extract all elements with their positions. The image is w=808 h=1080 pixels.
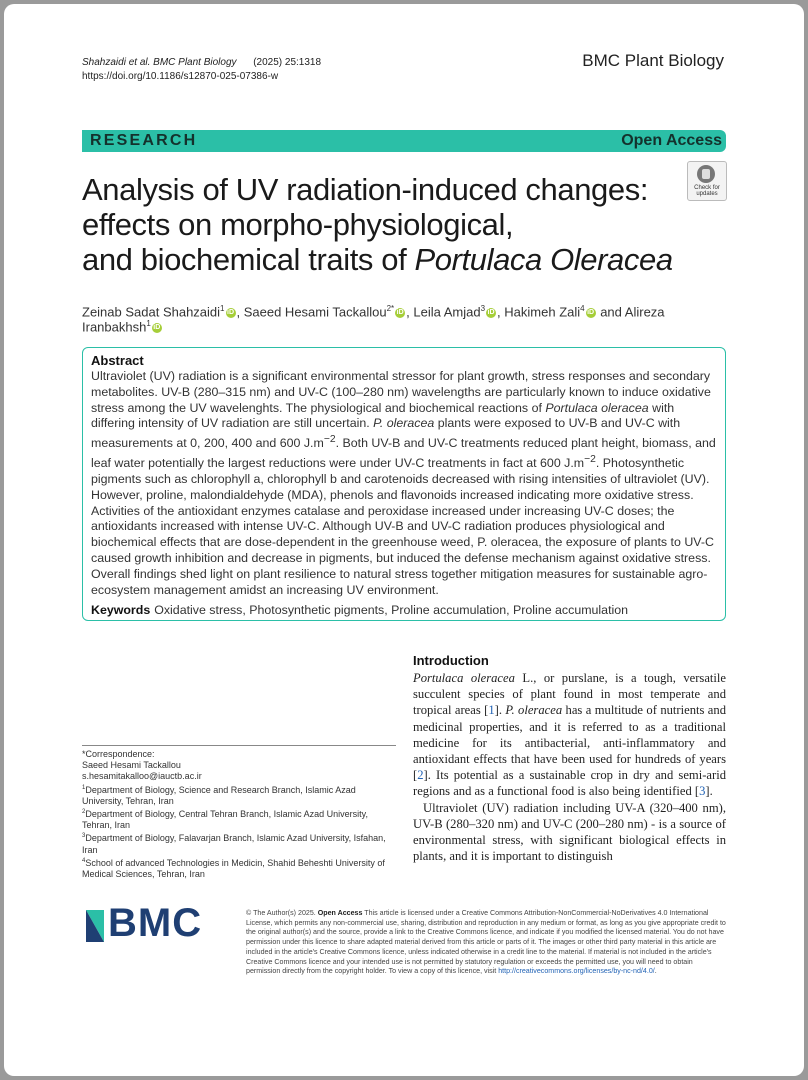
affiliation-text: Department of Biology, Falavarjan Branch, Islamic Azad University, Isfahan, Iran (82, 833, 386, 855)
author-affiliation: 1 (146, 319, 151, 329)
affiliation-item (82, 807, 396, 831)
abstract-part: plants were exposed to UV-B and UV-C with measurements at 0, 200, 400 and 600 J.m (91, 416, 681, 451)
orcid-icon[interactable]: iD (227, 308, 234, 316)
intro-part: has a multitude of nutrients and medicinal properties, and it is referred to as a traditional medicine for its antibacterial, anti-inflammatory and antioxidant effects that have been used for hundreds of years [ (413, 703, 726, 783)
author-affiliation: 4 (580, 304, 585, 313)
license-text (246, 909, 726, 977)
intro-part: ]. Its potential as a sustainable crop in dry and semi-arid regions and as a functional food is also being identified [ (413, 768, 726, 799)
introduction-heading: Introduction (413, 653, 489, 668)
article-type-label: RESEARCH (90, 132, 198, 149)
abstract-superscript: −2 (323, 434, 336, 446)
author-separator: , (406, 304, 414, 320)
keywords-text: Oxidative stress, Photosynthetic pigments, Proline accumulation, Proline accumulation (154, 603, 629, 618)
correspondence-footnote (82, 745, 396, 880)
running-header (82, 56, 321, 84)
author-name[interactable]: Hakimeh Zali (504, 304, 581, 320)
citation-volume: (2025) 25:1318 (253, 57, 322, 68)
author-affiliation: 2* (386, 304, 395, 313)
affiliation-text: Department of Biology, Central Tehran Branch, Islamic Azad University, Tehran, Iran (82, 809, 368, 831)
keywords-line (91, 603, 717, 617)
author-name[interactable]: Leila Amjad (413, 304, 481, 320)
title-line-3-text: and biochemical traits of (82, 242, 415, 277)
keywords-label: Keywords (91, 603, 151, 618)
intro-paragraph-2: Ultraviolet (UV) radiation including UV-A (320–400 nm), UV-B (280–320 nm) and UV-C (200–280 nm) - is a source of environmental stress, with significant biological effects in plants, and it is important to distinguish (413, 800, 726, 864)
author-name[interactable]: Alireza Iranbakhsh (82, 304, 665, 335)
intro-species: P. oleracea (505, 703, 563, 718)
author-name[interactable]: Saeed Hesami Tackallou (243, 304, 387, 320)
article-title (82, 172, 682, 277)
abstract-part: . Photosynthetic pigments such as chlorophyll a, chlorophyll b and carotenoids decreased with rising intensities of ultraviolet (UV). However, proline, malondialdehyde (MDA), phenols and flavonoids increased indicating more oxidative stress. Activities of the antioxidant enzymes catalase and peroxidase increased under increasing UV-C doses; the antioxidants increased with intense UV-C. Although UV-B and UV-C radiation produces physiological and biochemical effects that are dose-dependent in the greenhouse weed, P. oleracea, the exposure of plants to UV-C caused growth inhibition and decrease in pigments, but induced the defense mechanism against oxidative stress. Overall findings shed light on plant resilience to natural stress together mitigation measures for sustainable agro-ecosystem management amidst an increasing UV environment. (91, 456, 714, 597)
author-separator: , (497, 304, 505, 320)
title-line-2: effects on morpho-physiological, (82, 207, 514, 242)
check-for-updates-line2: updates (696, 191, 718, 197)
affiliation-number: 2 (82, 809, 86, 816)
intro-part: L., or purslane, is a tough, versatile succulent species of plant found in most temperate and tropical areas [ (413, 671, 726, 718)
intro-part: ]. (705, 784, 713, 799)
correspondence-email[interactable]: s.hesamitakalloo@iauctb.ac.ir (82, 771, 202, 782)
title-species: Portulaca Oleracea (414, 242, 673, 277)
author-affiliation: 1 (220, 304, 225, 313)
bookmark-icon (697, 165, 715, 183)
affiliation-text: School of advanced Technologies in Medicin, Shahid Beheshti University of Medical Sciences, Tehran, Iran (82, 857, 385, 880)
affiliation-text: Department of Biology, Science and Research Branch, Islamic Azad University, Tehran, Iran (82, 784, 356, 806)
abstract-species: Portulaca oleracea (545, 400, 649, 415)
affiliation-number: 4 (82, 857, 86, 864)
author-separator: , (236, 304, 244, 320)
intro-paragraph-1 (413, 670, 726, 800)
license-copyright: © The Author(s) 2025. (246, 909, 318, 917)
abstract-heading: Abstract (91, 353, 144, 368)
author-separator: and (596, 304, 625, 320)
check-for-updates-line1: Check for (694, 185, 720, 191)
title-line-3 (82, 242, 682, 277)
citation-link[interactable]: 2 (417, 768, 424, 783)
check-for-updates-badge[interactable] (687, 161, 727, 201)
check-for-updates-text (688, 185, 726, 197)
abstract-part: . Both UV-B and UV-C treatments reduced plant height, biomass, and leaf water potentially the largest reductions were under UV-C treatments in fact at 600 J.m (91, 436, 716, 471)
license-open-access: Open Access (317, 909, 363, 917)
affiliation-number: 3 (82, 833, 86, 840)
journal-name: BMC Plant Biology (582, 51, 724, 70)
author-list (82, 304, 732, 335)
abstract-box (82, 347, 726, 621)
abstract-part: with differing intensity of UV radiation are still uncertain. (91, 400, 675, 431)
orcid-icon[interactable]: iD (487, 308, 495, 316)
correspondence-label: *Correspondence: (82, 749, 155, 759)
citation-link[interactable]: 1 (488, 703, 495, 718)
affiliation-number: 1 (82, 784, 86, 791)
bmc-logo-text: BMC (108, 901, 203, 945)
abstract-text (91, 369, 717, 598)
bmc-logo (82, 901, 232, 948)
abstract-part: Ultraviolet (UV) radiation is a significant environmental stressor for plant growth, stress responses and secondary metabolites. UV-B (280–315 nm) and UV-C (100–280 nm) wavelengths are particularly known to induce oxidative stress among the UV wavelenghts. The physiological and biochemical reactions of (91, 369, 711, 415)
license-body: This article is licensed under a Creative Commons Attribution-NonCommercial-NoDerivatives 4.0 International License, which permits any non-commercial use, sharing, distribution and reproduction in any medium or format, as long as you give appropriate credit to the original author(s) and the source, provide a link to the Creative Commons licence, and indicate if you modified the licensed material. You do not have permission under this licence to share adapted material derived from this article or parts of it. The images or other third party material in this article are included in the article's Creative Commons licence, unless indicated otherwise in a credit line to the material. If material is not included in the article's Creative Commons licence and your intended use is not permitted by statutory regulation or exceeds the permitted use, you will need to obtain permission directly from the copyright holder. To view a copy of this licence, visit (246, 909, 726, 976)
affiliation-item (82, 856, 396, 880)
title-line-1: Analysis of UV radiation-induced changes: (82, 172, 649, 207)
intro-part: ]. (494, 703, 506, 718)
article-type-band (82, 130, 726, 152)
affiliation-item (82, 783, 396, 807)
intro-species: Portulaca oleracea (413, 671, 515, 685)
introduction-section (413, 653, 726, 864)
license-link[interactable]: http://creativecommons.org/licenses/by-nc-nd/4.0/ (498, 967, 655, 976)
orcid-icon[interactable]: iD (153, 324, 161, 332)
abstract-superscript: −2 (584, 454, 596, 466)
author-affiliation: 3 (480, 304, 486, 313)
affiliation-item (82, 831, 396, 855)
abstract-species: P. oleracea (373, 416, 435, 431)
correspondence-name: Saeed Hesami Tackallou (82, 760, 181, 771)
check-for-updates-box (687, 161, 727, 201)
orcid-icon[interactable]: iD (396, 308, 404, 316)
citation-link[interactable]: 3 (699, 784, 706, 799)
doi-link[interactable]: https://doi.org/10.1186/s12870-025-07386-w (82, 71, 279, 82)
article-page (4, 4, 804, 1076)
orcid-icon[interactable]: iD (587, 308, 595, 316)
author-name[interactable]: Zeinab Sadat Shahzaidi (82, 304, 221, 320)
license-end: . (654, 967, 657, 976)
open-access-label: Open Access (621, 132, 722, 149)
citation-line (82, 56, 321, 70)
citation-name: Shahzaidi et al. BMC Plant Biology (82, 57, 237, 68)
